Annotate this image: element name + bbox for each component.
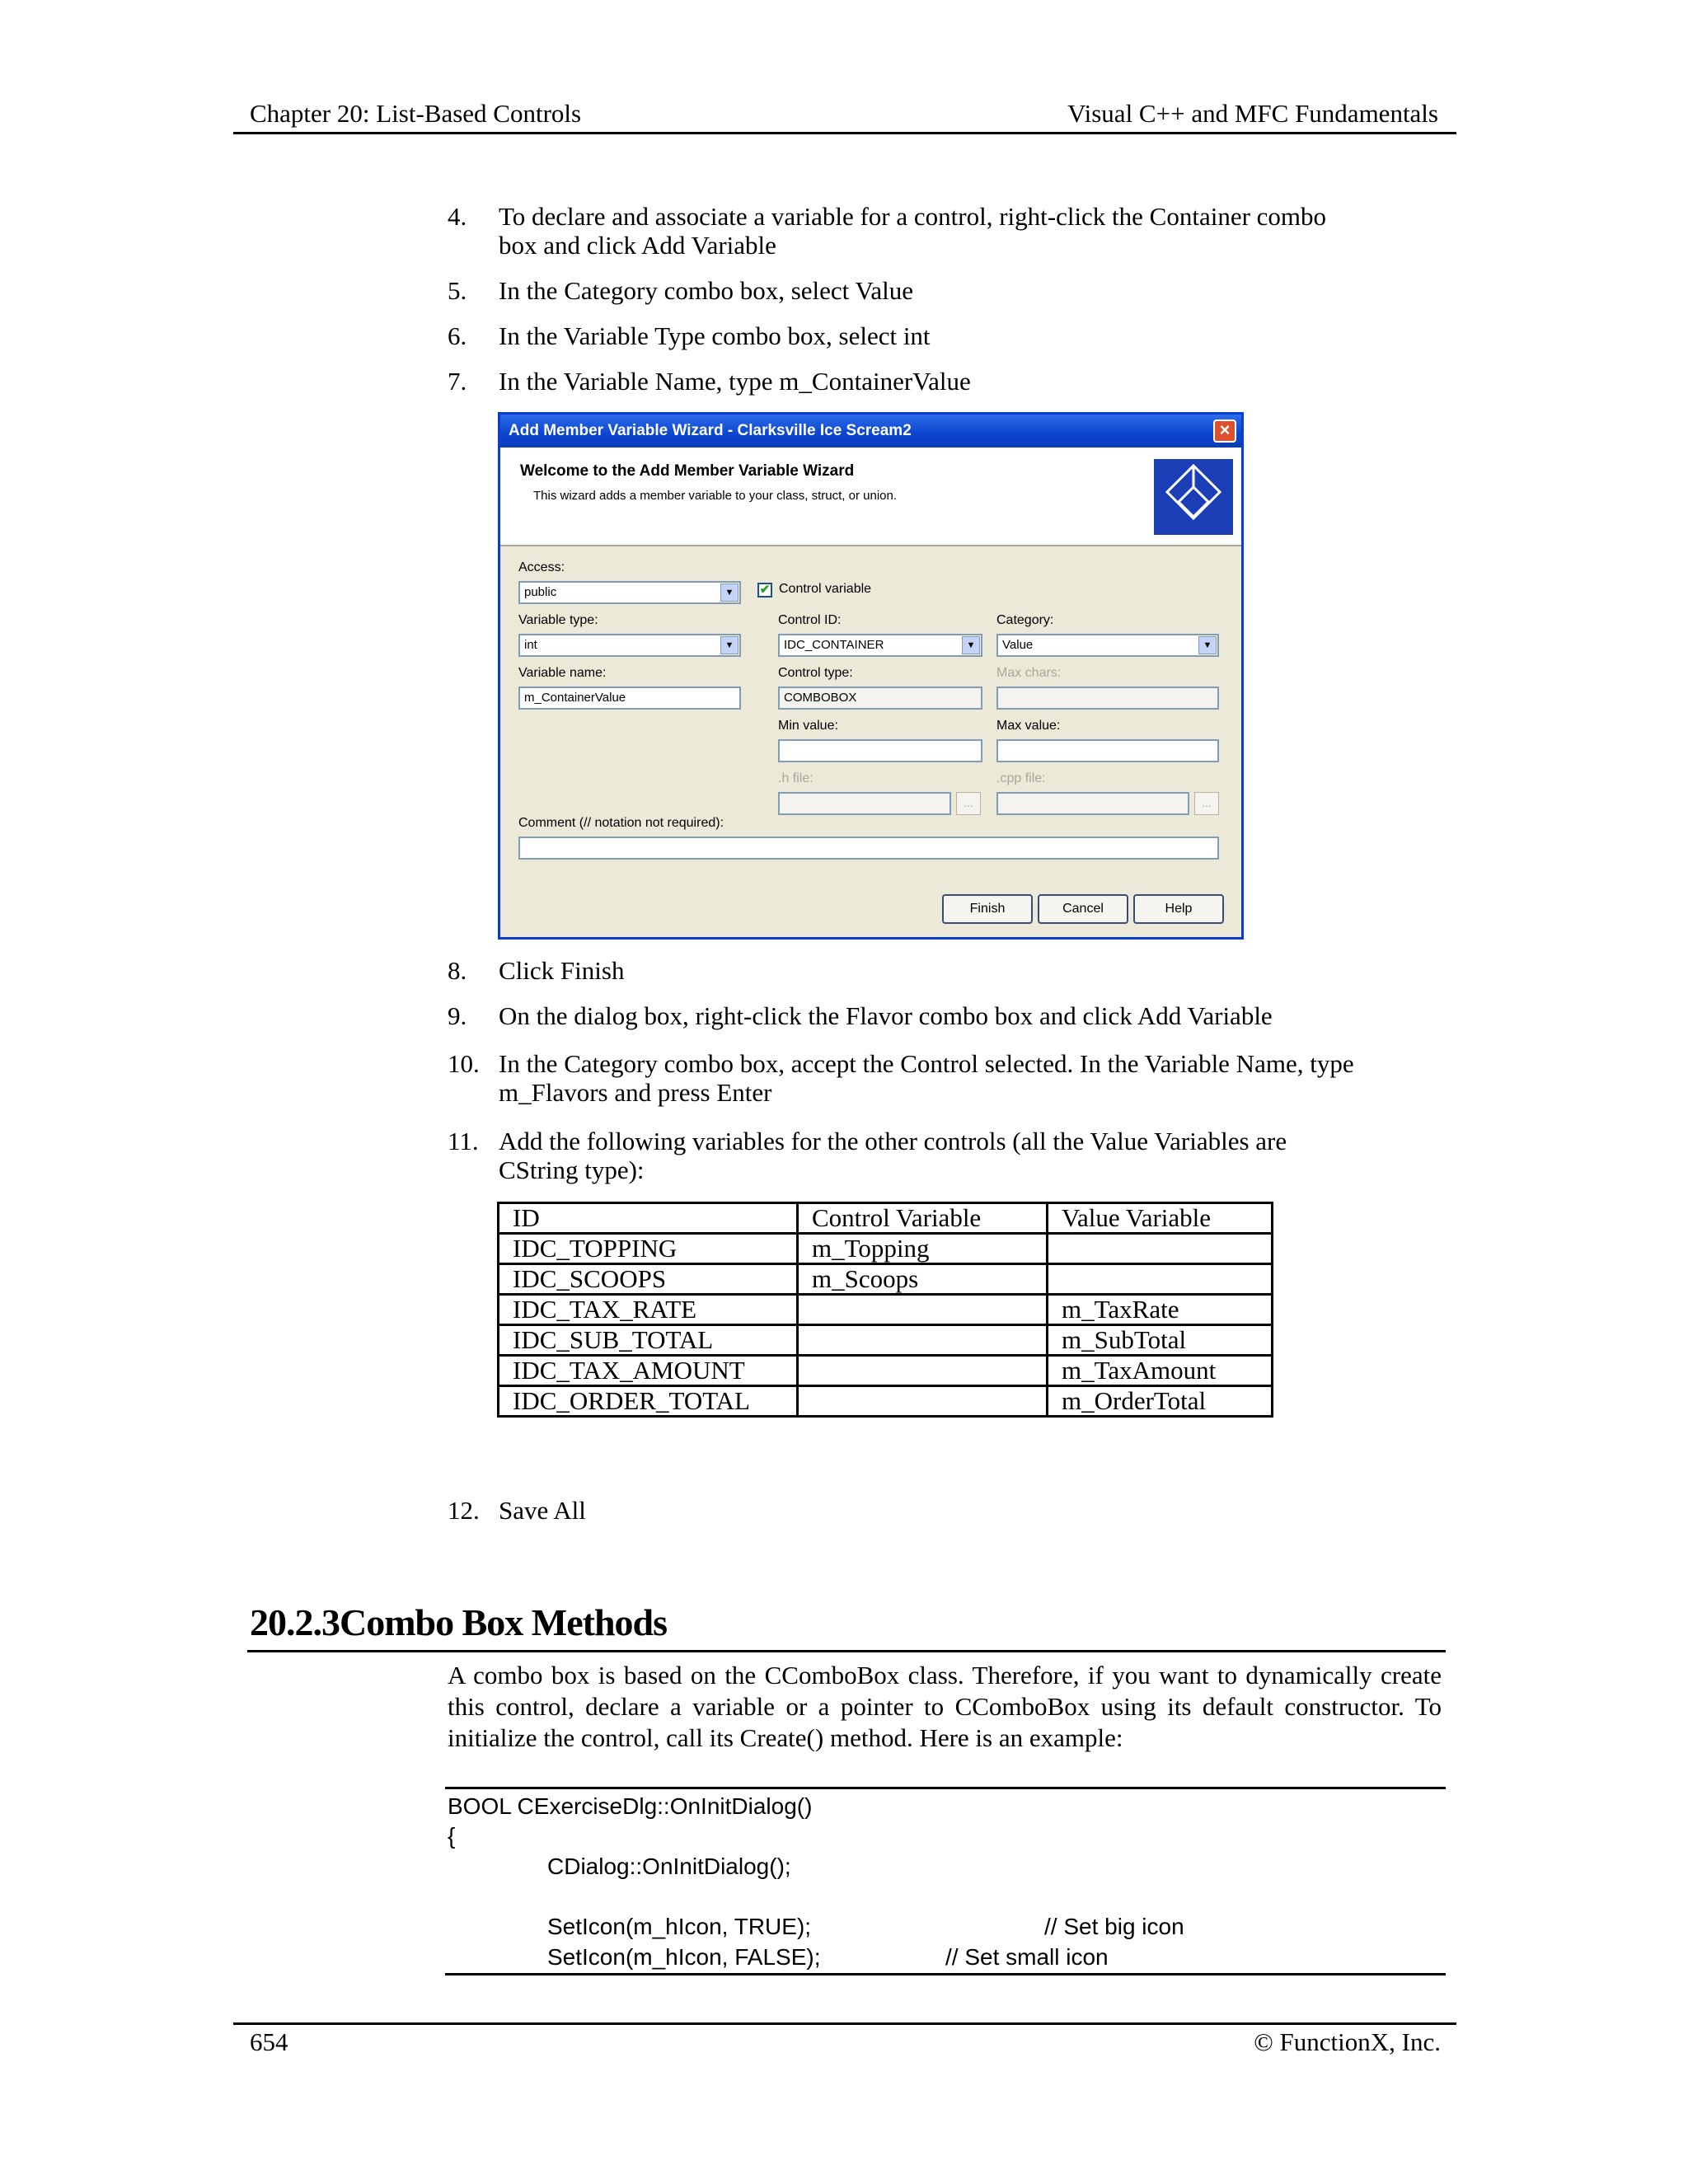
table-header-cell: ID	[499, 1203, 798, 1234]
chevron-down-icon[interactable]: ▼	[720, 583, 738, 602]
wizard-subheading: This wizard adds a member variable to your class, struct, or union.	[533, 489, 898, 503]
footer-copyright: © FunctionX, Inc.	[1254, 2027, 1441, 2056]
wizard-cube-icon	[1154, 459, 1233, 535]
section-heading: 20.2.3Combo Box Methods	[250, 1601, 668, 1643]
table-cell	[798, 1325, 1048, 1356]
table-cell: IDC_TAX_AMOUNT	[499, 1356, 798, 1386]
variable-type-label: Variable type:	[518, 613, 598, 627]
code-line-5: SetIcon(m_hIcon, FALSE);	[547, 1944, 821, 1970]
chevron-down-icon[interactable]: ▼	[720, 636, 738, 654]
page-number: 654	[250, 2027, 288, 2056]
table-cell: m_Scoops	[798, 1264, 1048, 1295]
access-label: Access:	[518, 560, 565, 574]
comment-input[interactable]	[518, 837, 1219, 860]
control-variable-checkbox[interactable]: ✔	[757, 583, 772, 598]
step-12: 12. Save All	[448, 1496, 586, 1525]
chevron-down-icon[interactable]: ▼	[962, 636, 980, 654]
category-label: Category:	[996, 613, 1054, 627]
running-header-chapter: Chapter 20: List-Based Controls	[250, 99, 582, 128]
table-cell	[798, 1386, 1048, 1417]
h-file-input	[778, 792, 951, 815]
step-10: 10. In the Category combo box, accept the Control selected. In the Variable Name, type m_Flavors and press Enter	[448, 1049, 1354, 1107]
table-header-cell: Control Variable	[798, 1203, 1048, 1234]
header-rule	[233, 132, 1456, 134]
step-9: 9. On the dialog box, right-click the Flavor combo box and click Add Variable	[448, 1001, 1273, 1030]
code-line-4: SetIcon(m_hIcon, TRUE);	[547, 1914, 812, 1939]
variable-name-label: Variable name:	[518, 666, 607, 680]
table-cell: m_SubTotal	[1048, 1325, 1273, 1356]
add-member-variable-wizard-dialog	[498, 412, 1244, 940]
table-cell: m_OrderTotal	[1048, 1386, 1273, 1417]
code-line-2: {	[448, 1823, 456, 1849]
table-cell: m_TaxRate	[1048, 1295, 1273, 1325]
table-cell: IDC_TAX_RATE	[499, 1295, 798, 1325]
chevron-down-icon[interactable]: ▼	[1198, 636, 1217, 654]
section-paragraph: A combo box is based on the CComboBox class. Therefore, if you want to dynamically create this control, declare a variable or a pointer to CComboBox using its default constructor. To initialize the control, call its Create() method. Here is an example:	[448, 1661, 1442, 1752]
cpp-file-label: .cpp file:	[996, 771, 1046, 785]
control-type-label: Control type:	[778, 666, 853, 680]
variable-type-select[interactable]: int ▼	[518, 634, 741, 657]
table-cell: IDC_ORDER_TOTAL	[499, 1386, 798, 1417]
wizard-heading: Welcome to the Add Member Variable Wizard	[520, 462, 855, 480]
control-id-label: Control ID:	[778, 613, 842, 627]
close-icon[interactable]: ×	[1213, 419, 1236, 443]
comment-label: Comment (// notation not required):	[518, 816, 724, 830]
footer-rule	[233, 2022, 1456, 2025]
max-chars-label: Max chars:	[996, 666, 1062, 680]
max-chars-input	[996, 687, 1219, 710]
help-button[interactable]: Help	[1133, 894, 1224, 924]
table-cell: IDC_TOPPING	[499, 1234, 798, 1264]
cpp-file-browse-button: ...	[1194, 792, 1219, 815]
wizard-banner	[500, 448, 1241, 546]
code-comment-4: // Set big icon	[1044, 1914, 1184, 1939]
code-line-3: CDialog::OnInitDialog();	[547, 1854, 791, 1879]
h-file-browse-button: ...	[956, 792, 981, 815]
cpp-file-input	[996, 792, 1189, 815]
finish-button[interactable]: Finish	[942, 894, 1033, 924]
table-row	[499, 1295, 1273, 1325]
table-header-cell: Value Variable	[1048, 1203, 1273, 1234]
code-top-rule	[445, 1787, 1446, 1789]
min-value-input[interactable]	[778, 739, 982, 762]
step-8: 8. Click Finish	[448, 956, 625, 985]
step-7: 7. In the Variable Name, type m_ContainerValue	[448, 367, 971, 396]
table-row	[499, 1356, 1273, 1386]
table-cell: IDC_SCOOPS	[499, 1264, 798, 1295]
table-row	[499, 1386, 1273, 1417]
category-select[interactable]: Value ▼	[996, 634, 1219, 657]
code-line-1: BOOL CExerciseDlg::OnInitDialog()	[448, 1793, 813, 1819]
step-4: 4. To declare and associate a variable for a control, right-click the Container combo box and click Add Variable	[448, 202, 1327, 260]
code-bottom-rule	[445, 1973, 1446, 1975]
section-rule	[247, 1650, 1446, 1652]
step-5: 5. In the Category combo box, select Value	[448, 276, 914, 305]
variable-name-input[interactable]: m_ContainerValue	[518, 687, 741, 710]
table-cell	[1048, 1234, 1273, 1264]
max-value-label: Max value:	[996, 719, 1061, 733]
table-row	[499, 1234, 1273, 1264]
table-cell: m_Topping	[798, 1234, 1048, 1264]
table-cell	[1048, 1264, 1273, 1295]
variables-table	[497, 1202, 1273, 1418]
dialog-title-bar[interactable]: Add Member Variable Wizard - Clarksville Ice Scream2	[500, 415, 1241, 448]
table-row	[499, 1325, 1273, 1356]
code-comment-5: // Set small icon	[945, 1944, 1109, 1970]
control-id-select[interactable]: IDC_CONTAINER ▼	[778, 634, 982, 657]
control-variable-label: Control variable	[779, 582, 872, 596]
step-11: 11. Add the following variables for the other controls (all the Value Variables are CString type):	[448, 1127, 1287, 1184]
max-value-input[interactable]	[996, 739, 1219, 762]
min-value-label: Min value:	[778, 719, 838, 733]
table-header-row	[499, 1203, 1273, 1234]
step-6: 6. In the Variable Type combo box, select int	[448, 321, 931, 350]
running-header-book: Visual C++ and MFC Fundamentals	[1067, 99, 1438, 128]
table-cell	[798, 1295, 1048, 1325]
table-cell: m_TaxAmount	[1048, 1356, 1273, 1386]
access-select[interactable]: public ▼	[518, 581, 741, 604]
cancel-button[interactable]: Cancel	[1038, 894, 1128, 924]
h-file-label: .h file:	[778, 771, 814, 785]
table-row	[499, 1264, 1273, 1295]
table-cell: IDC_SUB_TOTAL	[499, 1325, 798, 1356]
control-type-field: COMBOBOX	[778, 687, 982, 710]
table-cell	[798, 1356, 1048, 1386]
